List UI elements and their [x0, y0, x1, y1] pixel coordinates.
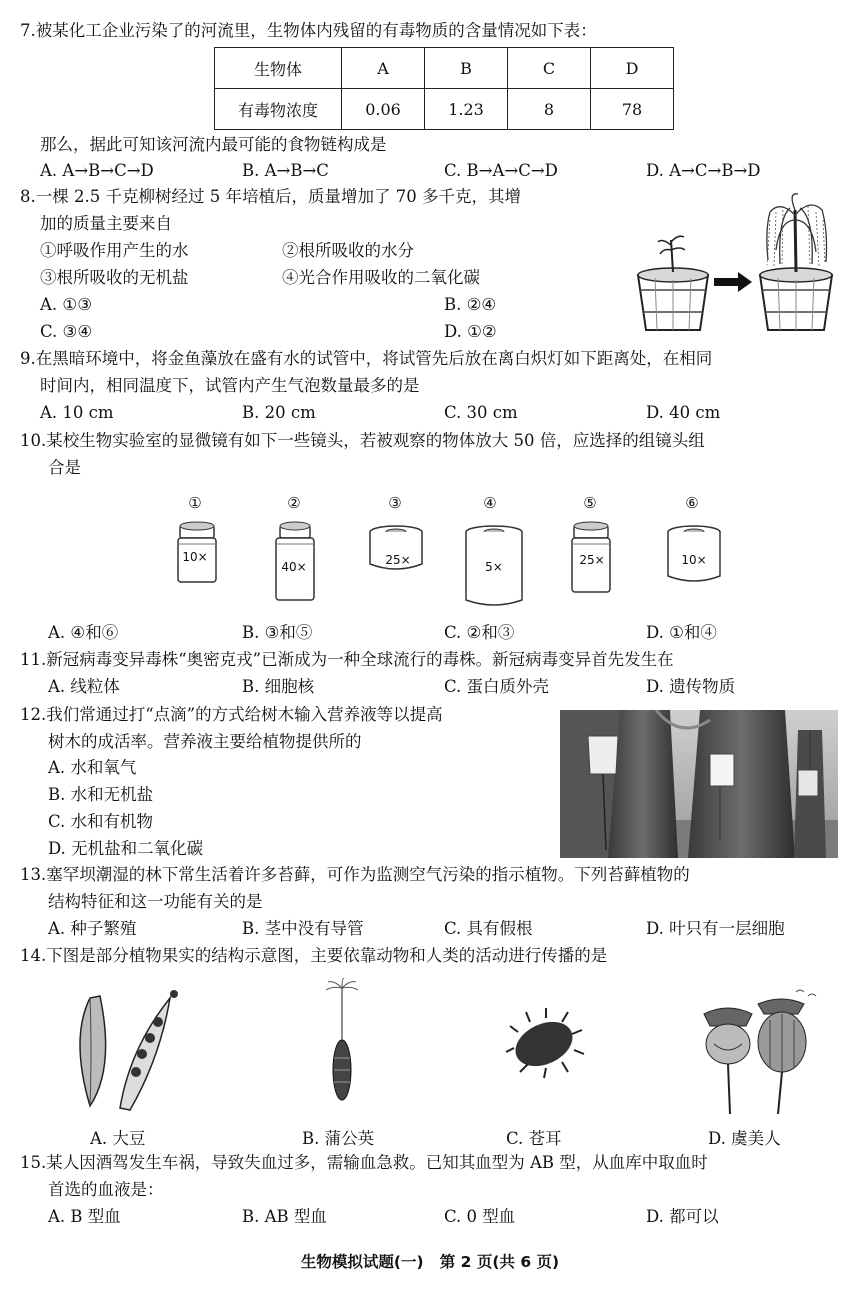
lens-1-mag: 10× — [182, 550, 208, 564]
table-row — [215, 89, 674, 130]
q14-option-c[interactable]: C. 苍耳 — [506, 1129, 562, 1148]
q8-stem-line1: 8.一棵 2.5 千克柳树经过 5 年培植后，质量增加了 70 多千克，其增 — [20, 187, 521, 206]
q15-option-b[interactable]: B. AB 型血 — [242, 1207, 327, 1226]
q8-option-b[interactable]: B. ②④ — [444, 295, 497, 314]
lens-4-mag: 5× — [485, 560, 503, 574]
q8-item-4: ④光合作用吸收的二氧化碳 — [282, 268, 480, 287]
lens-6-mag: 10× — [681, 553, 707, 567]
q14-option-d[interactable]: D. 虞美人 — [708, 1129, 781, 1148]
table-header-cell: 生物体 — [215, 48, 342, 89]
small-pot-icon — [638, 236, 708, 330]
q15-option-a[interactable]: A. B 型血 — [48, 1207, 121, 1226]
cocklebur-icon — [506, 1008, 584, 1078]
q15-stem-line2: 首选的血液是： — [48, 1180, 164, 1199]
q10-stem-line1: 10.某校生物实验室的显微镜有如下一些镜头，若被观察的物体放大 50 倍，应选择的组镜头组 — [20, 431, 705, 450]
q8-item-2: ②根所吸收的水分 — [282, 241, 414, 260]
q13-option-d[interactable]: D. 叶只有一层细胞 — [646, 919, 785, 938]
lens-number-2: ② — [287, 494, 301, 512]
table-header-cell: C — [508, 48, 591, 89]
q13-option-a[interactable]: A. 种子繁殖 — [48, 919, 137, 938]
q7-option-d[interactable]: D. A→C→B→D — [646, 161, 761, 180]
q13-stem-line1: 13.塞罕坝潮湿的林下常生活着许多苔藓，可作为监测空气污染的指示植物。下列苔藓植物的 — [20, 865, 690, 884]
q13-stem-line2: 结构特征和这一功能有关的是 — [48, 892, 263, 911]
lens-number-5: ⑤ — [583, 494, 597, 512]
q11-option-b[interactable]: B. 细胞核 — [242, 677, 315, 696]
q10-option-c[interactable]: C. ②和③ — [444, 623, 515, 642]
lens-number-3: ③ — [388, 494, 402, 512]
q12-stem-line1: 12.我们常通过打“点滴”的方式给树木输入营养液等以提高 — [20, 705, 443, 724]
q9-stem-line2: 时间内，相同温度下，试管内产生气泡数量最多的是 — [40, 376, 420, 395]
q8-stem-line2: 加的质量主要来自 — [40, 214, 172, 233]
big-pot-willow-icon — [760, 194, 832, 330]
q11-option-a[interactable]: A. 线粒体 — [48, 677, 120, 696]
q8-item-1: ①呼吸作用产生的水 — [40, 241, 189, 260]
q9-option-b[interactable]: B. 20 cm — [242, 403, 316, 422]
table-cell: 0.06 — [342, 89, 425, 130]
q11-stem: 11.新冠病毒变异毒株“奥密克戎”已渐成为一种全球流行的毒株。新冠病毒变异首先发生在 — [20, 650, 674, 669]
soybean-pod-icon — [80, 990, 178, 1110]
q14-option-a[interactable]: A. 大豆 — [90, 1129, 146, 1148]
q15-option-d[interactable]: D. 都可以 — [646, 1207, 719, 1226]
lens-2-mag: 40× — [281, 560, 307, 574]
fruit-structures-illustration — [60, 978, 830, 1118]
table-header-cell: A — [342, 48, 425, 89]
q9-option-a[interactable]: A. 10 cm — [40, 403, 114, 422]
microscope-lenses-illustration — [160, 518, 740, 618]
page-footer: 生物模拟试题(一) 第 2 页(共 6 页) — [300, 1253, 560, 1271]
q13-option-c[interactable]: C. 具有假根 — [444, 919, 533, 938]
lens-5-mag: 25× — [579, 553, 605, 567]
table-row-label: 有毒物浓度 — [215, 89, 342, 130]
q8-option-d[interactable]: D. ①② — [444, 322, 497, 341]
q14-option-b[interactable]: B. 蒲公英 — [302, 1129, 375, 1148]
q14-stem: 14.下图是部分植物果实的结构示意图，主要依靠动物和人类的活动进行传播的是 — [20, 946, 608, 965]
toxin-table — [214, 47, 674, 130]
q10-stem-line2: 合是 — [48, 458, 81, 477]
q12-stem-line2: 树木的成活率。营养液主要给植物提供所的 — [48, 732, 362, 751]
table-header-cell: D — [591, 48, 674, 89]
q15-option-c[interactable]: C. 0 型血 — [444, 1207, 516, 1226]
willow-growth-illustration — [630, 190, 840, 338]
q10-option-d[interactable]: D. ①和④ — [646, 623, 717, 642]
q8-option-a[interactable]: A. ①③ — [40, 295, 92, 314]
q11-option-d[interactable]: D. 遗传物质 — [646, 677, 736, 696]
q11-option-c[interactable]: C. 蛋白质外壳 — [444, 677, 550, 696]
q10-option-a[interactable]: A. ④和⑥ — [48, 623, 119, 642]
q7-followup: 那么，据此可知该河流内最可能的食物链构成是 — [40, 135, 387, 154]
q7-option-c[interactable]: C. B→A→C→D — [444, 161, 558, 180]
table-cell: 78 — [591, 89, 674, 130]
arrow-right-icon — [714, 272, 752, 292]
q9-option-d[interactable]: D. 40 cm — [646, 403, 721, 422]
lens-number-4: ④ — [483, 494, 497, 512]
q12-option-a[interactable]: A. 水和氧气 — [48, 758, 137, 777]
lens-3-mag: 25× — [385, 553, 411, 567]
q13-option-b[interactable]: B. 茎中没有导管 — [242, 919, 364, 938]
q7-option-b[interactable]: B. A→B→C — [242, 161, 329, 180]
q9-option-c[interactable]: C. 30 cm — [444, 403, 518, 422]
q9-stem-line1: 9.在黑暗环境中，将金鱼藻放在盛有水的试管中，将试管先后放在离白炽灯如下距离处，在相同 — [20, 349, 713, 368]
q12-option-d[interactable]: D. 无机盐和二氧化碳 — [48, 839, 204, 858]
table-header-cell: B — [425, 48, 508, 89]
q8-item-3: ③根所吸收的无机盐 — [40, 268, 189, 287]
q7-option-a[interactable]: A. A→B→C→D — [40, 161, 154, 180]
lens-number-1: ① — [188, 494, 202, 512]
q10-option-b[interactable]: B. ③和⑤ — [242, 623, 313, 642]
table-row — [215, 48, 674, 89]
poppy-capsule-icon — [704, 990, 816, 1114]
dandelion-seed-icon — [326, 978, 358, 1100]
q8-option-c[interactable]: C. ③④ — [40, 322, 93, 341]
tree-drip-photo — [560, 710, 838, 858]
table-cell: 8 — [508, 89, 591, 130]
lens-number-6: ⑥ — [685, 494, 699, 512]
q12-option-c[interactable]: C. 水和有机物 — [48, 812, 154, 831]
q15-stem-line1: 15.某人因酒驾发生车祸，导致失血过多，需输血急救。已知其血型为 AB 型，从血库中取血时 — [20, 1153, 708, 1172]
q12-option-b[interactable]: B. 水和无机盐 — [48, 785, 154, 804]
q7-stem: 7.被某化工企业污染了的河流里，生物体内残留的有毒物质的含量情况如下表： — [20, 21, 597, 40]
table-cell: 1.23 — [425, 89, 508, 130]
